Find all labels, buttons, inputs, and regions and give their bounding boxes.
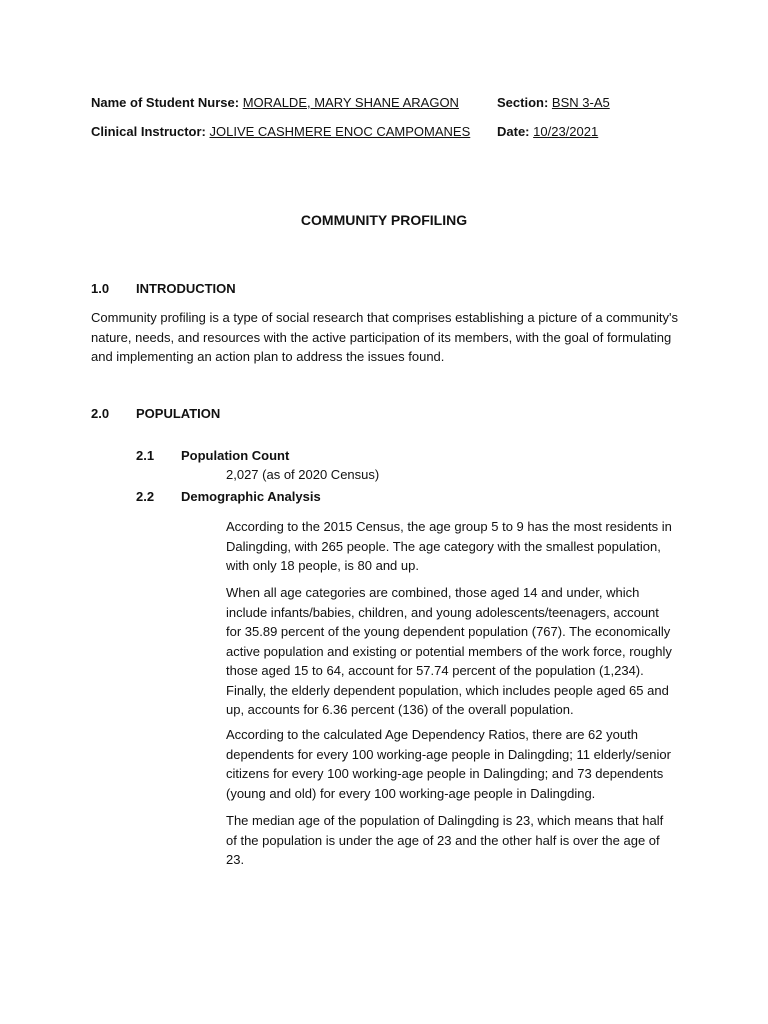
demographic-paragraph-4: The median age of the population of Dalingding is 23, which means that half of the population is under the age of 23 and the other half is over the age of 23. xyxy=(226,813,664,867)
student-nurse-value: MORALDE, MARY SHANE ARAGON xyxy=(242,95,459,110)
clinical-instructor-row xyxy=(91,124,470,139)
intro-paragraph: Community profiling is a type of social research that comprises establishing a picture of a community's nature, needs, and resources with the active participation of its members, with the goal of formulating and implementing an action plan to address the issues found. xyxy=(91,310,679,364)
student-nurse-label: Name of Student Nurse: xyxy=(91,95,240,110)
date-label: Date: xyxy=(497,124,530,139)
section-row xyxy=(497,95,610,110)
demographic-paragraph-3: According to the calculated Age Dependency Ratios, there are 62 youth dependents for every 100 working-age people in Dalingding; 11 elderly/senior citizens for every 100 working-age people in Dalingding; and 73 dependents (young and old) for every 100 working-age people in Dalingding. xyxy=(226,727,671,801)
subsection-2-2-title: Demographic Analysis xyxy=(181,489,321,504)
subsection-2-1-number: 2.1 xyxy=(136,448,155,463)
section-value: BSN 3-A5 xyxy=(551,95,610,110)
section-1-title: INTRODUCTION xyxy=(136,281,236,296)
population-count-value: 2,027 (as of 2020 Census) xyxy=(226,467,380,482)
document-title: COMMUNITY PROFILING xyxy=(300,212,468,228)
section-2-number: 2.0 xyxy=(91,406,110,421)
clinical-instructor-label: Clinical Instructor: xyxy=(91,124,206,139)
section-label: Section: xyxy=(497,95,549,110)
demographic-paragraph-2: When all age categories are combined, those aged 14 and under, which include infants/babies, children, and young adolescents/teenagers, account for 35.89 percent of the young dependent population (767). The economically active population and existing or potential members of the work force, roughly those aged 15 to 64, account for 57.74 percent of the population (1,234). Finally, the elderly dependent population, which includes people aged 65 and up, accounts for 6.36 percent (136) of the overall population. xyxy=(226,585,672,717)
demographic-paragraph-1: According to the 2015 Census, the age group 5 to 9 has the most residents in Dalingding, with 265 people. The age category with the smallest population, with only 18 people, is 80 and up. xyxy=(226,519,672,573)
date-row xyxy=(497,124,598,139)
subsection-2-2-number: 2.2 xyxy=(136,489,155,504)
date-value: 10/23/2021 xyxy=(533,124,599,139)
student-nurse-row xyxy=(91,95,459,110)
subsection-2-1-title: Population Count xyxy=(181,448,290,463)
clinical-instructor-value: JOLIVE CASHMERE ENOC CAMPOMANES xyxy=(209,124,471,139)
section-2-title: POPULATION xyxy=(136,406,221,421)
section-1-number: 1.0 xyxy=(91,281,110,296)
